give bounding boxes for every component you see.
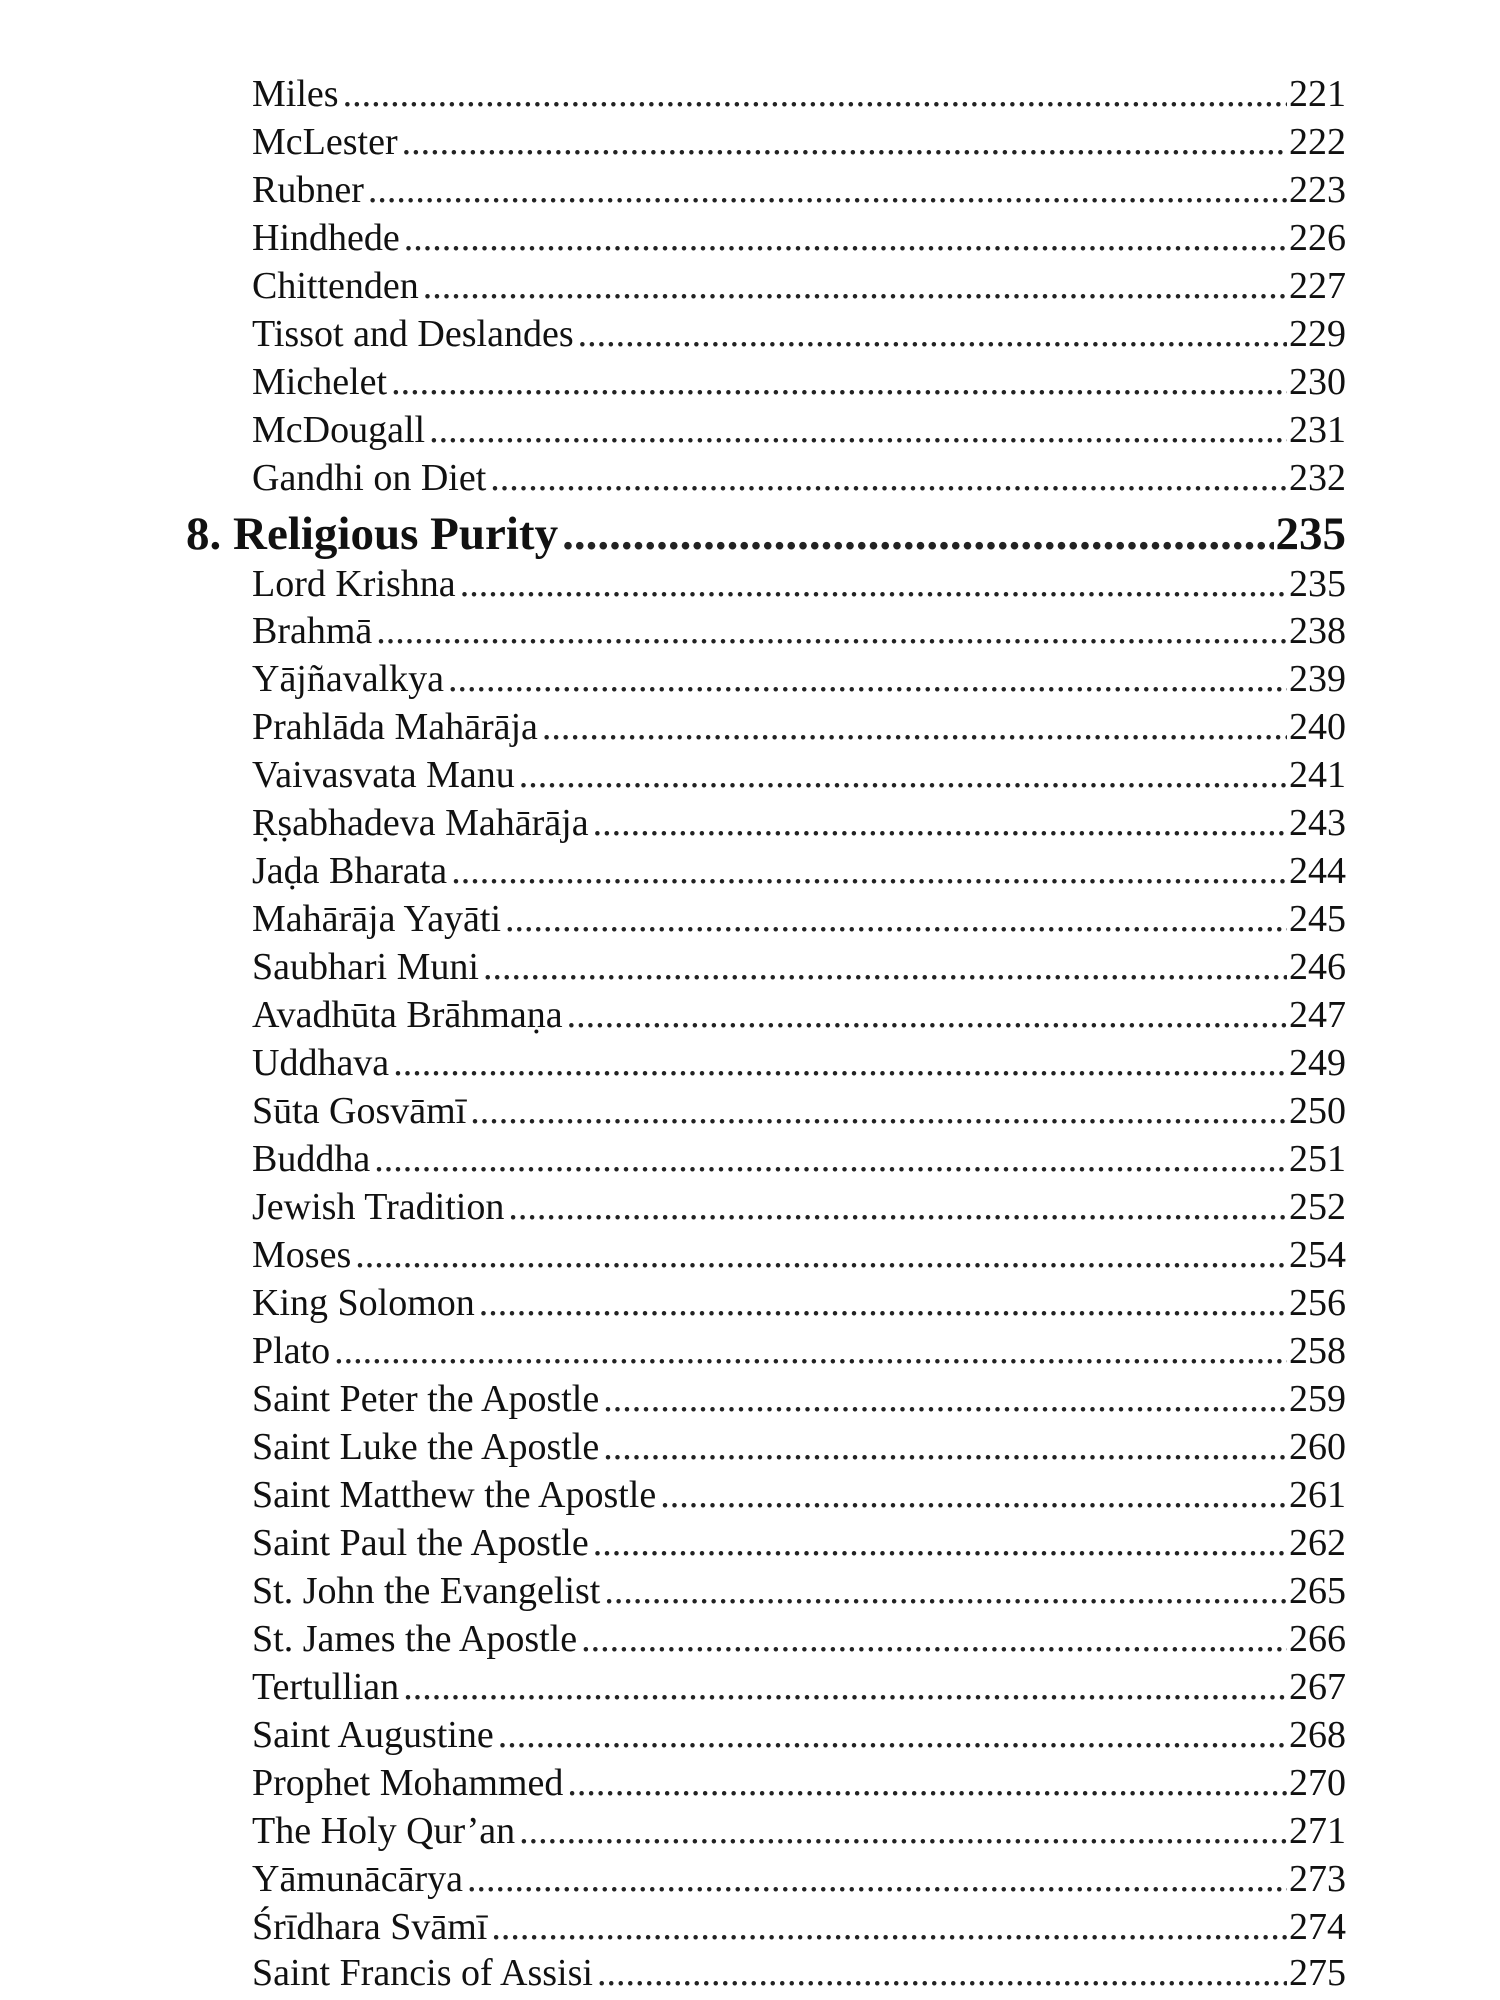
toc-entry-page: 260 bbox=[1289, 1426, 1346, 1468]
dot-leader bbox=[470, 1087, 1287, 1135]
toc-entry-title: McDougall bbox=[252, 409, 426, 451]
toc-entry bbox=[252, 1375, 1346, 1423]
toc-entry-page: 266 bbox=[1289, 1618, 1346, 1660]
toc-entry-page: 262 bbox=[1289, 1522, 1346, 1564]
toc-entry-page: 223 bbox=[1289, 169, 1346, 211]
chapter-page: 235 bbox=[1275, 508, 1346, 560]
toc-entry bbox=[252, 1471, 1346, 1519]
toc-entry-title: Saint Luke the Apostle bbox=[252, 1426, 600, 1468]
toc-entry-page: 250 bbox=[1289, 1090, 1346, 1132]
dot-leader bbox=[542, 703, 1287, 751]
toc-entry bbox=[252, 1759, 1346, 1807]
dot-leader bbox=[519, 1807, 1287, 1855]
toc-entry-title: Uddhava bbox=[252, 1042, 390, 1084]
toc-entry-title: St. James the Apostle bbox=[252, 1618, 578, 1660]
toc-entry-page: 230 bbox=[1289, 361, 1346, 403]
toc-entry-title: Chittenden bbox=[252, 265, 419, 307]
dot-leader bbox=[460, 560, 1287, 608]
toc-entry-title: Prahlāda Mahārāja bbox=[252, 706, 538, 748]
toc-entry-title: Michelet bbox=[252, 361, 388, 403]
toc-entry-title: Jaḍa Bharata bbox=[252, 850, 448, 892]
toc-entry-title: Vaivasvata Manu bbox=[252, 754, 515, 796]
toc-entry bbox=[252, 1183, 1346, 1231]
toc-entry-page: 231 bbox=[1289, 409, 1346, 451]
toc-entry-title: Yāmunācārya bbox=[252, 1858, 463, 1900]
toc-entry-title: Śrīdhara Svāmī bbox=[252, 1906, 488, 1948]
toc-entry-title: Plato bbox=[252, 1330, 331, 1372]
dot-leader bbox=[402, 118, 1287, 166]
toc-entry bbox=[252, 118, 1346, 166]
toc-entry-title: Jewish Tradition bbox=[252, 1186, 505, 1228]
dot-leader bbox=[498, 1711, 1287, 1759]
toc-entry-title: Brahmā bbox=[252, 610, 373, 652]
dot-leader bbox=[334, 1327, 1287, 1375]
toc-entry-title: The Holy Qur’an bbox=[252, 1810, 516, 1852]
toc-entry-page: 238 bbox=[1289, 610, 1346, 652]
toc-entry-title: Prophet Mohammed bbox=[252, 1762, 564, 1804]
toc-entry-page: 258 bbox=[1289, 1330, 1346, 1372]
dot-leader bbox=[404, 214, 1287, 262]
toc-entry bbox=[252, 895, 1346, 943]
toc-entry bbox=[252, 1423, 1346, 1471]
toc-entry-page: 251 bbox=[1289, 1138, 1346, 1180]
dot-leader bbox=[391, 358, 1287, 406]
dot-leader bbox=[505, 895, 1287, 943]
chapter-title: 8. Religious Purity bbox=[186, 508, 559, 560]
toc-entry bbox=[252, 406, 1346, 454]
toc-entry-page: 229 bbox=[1289, 313, 1346, 355]
toc-entry-page: 239 bbox=[1289, 658, 1346, 700]
toc-entry bbox=[252, 1663, 1346, 1711]
dot-leader bbox=[519, 751, 1287, 799]
dot-leader bbox=[578, 310, 1287, 358]
toc-entry bbox=[252, 1039, 1346, 1087]
toc-entry bbox=[252, 751, 1346, 799]
toc-entry-page: 247 bbox=[1289, 994, 1346, 1036]
toc-entry-title: St. John the Evangelist bbox=[252, 1570, 601, 1612]
toc-entry-title: Saint Matthew the Apostle bbox=[252, 1474, 657, 1516]
toc-entry-page: 256 bbox=[1289, 1282, 1346, 1324]
dot-leader bbox=[567, 991, 1287, 1039]
toc-entry-page: 249 bbox=[1289, 1042, 1346, 1084]
toc-entry-title: Tissot and Deslandes bbox=[252, 313, 574, 355]
toc-entry-page: 261 bbox=[1289, 1474, 1346, 1516]
toc-entry-title: Yājñavalkya bbox=[252, 658, 445, 700]
toc-entry-title: Saint Augustine bbox=[252, 1714, 494, 1756]
toc-entry bbox=[252, 1327, 1346, 1375]
toc-entry bbox=[252, 214, 1346, 262]
toc-entry bbox=[252, 1087, 1346, 1135]
toc-entry-page: 222 bbox=[1289, 121, 1346, 163]
toc-entry-page: 241 bbox=[1289, 754, 1346, 796]
toc-entry bbox=[252, 1567, 1346, 1615]
toc-entry-page: 267 bbox=[1289, 1666, 1346, 1708]
toc-entry-page: 243 bbox=[1289, 802, 1346, 844]
dot-leader bbox=[355, 1231, 1287, 1279]
toc-entry-title: Lord Krishna bbox=[252, 563, 456, 605]
chapter-heading bbox=[186, 505, 1346, 563]
toc-entry bbox=[252, 655, 1346, 703]
toc-entry bbox=[252, 358, 1346, 406]
toc-entry bbox=[252, 262, 1346, 310]
toc-entry-page: 221 bbox=[1289, 73, 1346, 115]
toc-entry bbox=[252, 1279, 1346, 1327]
toc-entry bbox=[252, 166, 1346, 214]
dot-leader bbox=[604, 1567, 1287, 1615]
toc-entry-page: 265 bbox=[1289, 1570, 1346, 1612]
toc-entry-title: Miles bbox=[252, 73, 339, 115]
dot-leader bbox=[593, 799, 1287, 847]
toc-entry-title: Saint Paul the Apostle bbox=[252, 1522, 589, 1564]
dot-leader bbox=[581, 1615, 1287, 1663]
toc-entry-page: 232 bbox=[1289, 457, 1346, 499]
toc-entry bbox=[252, 943, 1346, 991]
dot-leader bbox=[490, 454, 1287, 502]
toc-entry-title: Rubner bbox=[252, 169, 364, 211]
toc-entry-title: Ṛṣabhadeva Mahārāja bbox=[252, 802, 589, 844]
dot-leader bbox=[660, 1471, 1287, 1519]
toc-entry-title: Gandhi on Diet bbox=[252, 457, 487, 499]
toc-entry bbox=[252, 703, 1346, 751]
dot-leader bbox=[603, 1375, 1287, 1423]
toc-entry-title: Saint Francis of Assisi bbox=[252, 1952, 593, 1994]
dot-leader bbox=[448, 655, 1287, 703]
dot-leader bbox=[423, 262, 1287, 310]
toc-entry-title: Buddha bbox=[252, 1138, 371, 1180]
toc-entry-page: 274 bbox=[1289, 1906, 1346, 1948]
dot-leader bbox=[562, 505, 1273, 563]
toc-entry bbox=[252, 1807, 1346, 1855]
dot-leader bbox=[508, 1183, 1287, 1231]
toc-entry bbox=[252, 1711, 1346, 1759]
toc-entry-page: 244 bbox=[1289, 850, 1346, 892]
toc-entry-title: Tertullian bbox=[252, 1666, 400, 1708]
toc-entry-page: 270 bbox=[1289, 1762, 1346, 1804]
toc-entry-page: 235 bbox=[1289, 563, 1346, 605]
toc-entry-title: Mahārāja Yayāti bbox=[252, 898, 502, 940]
toc-entry bbox=[252, 991, 1346, 1039]
toc-entry-page: 268 bbox=[1289, 1714, 1346, 1756]
toc-entry-title: McLester bbox=[252, 121, 398, 163]
dot-leader bbox=[567, 1759, 1287, 1807]
toc-entry-page: 240 bbox=[1289, 706, 1346, 748]
toc-entry bbox=[252, 1855, 1346, 1903]
toc-entry bbox=[252, 1519, 1346, 1567]
dot-leader bbox=[483, 943, 1287, 991]
dot-leader bbox=[343, 70, 1287, 118]
toc-entry-page: 226 bbox=[1289, 217, 1346, 259]
dot-leader bbox=[467, 1855, 1287, 1903]
toc-entry-title: Saubhari Muni bbox=[252, 946, 479, 988]
dot-leader bbox=[393, 1039, 1287, 1087]
toc-entry-page: 246 bbox=[1289, 946, 1346, 988]
dot-leader bbox=[403, 1663, 1287, 1711]
toc-entry bbox=[252, 1135, 1346, 1183]
toc-entry-title: Sūta Gosvāmī bbox=[252, 1090, 467, 1132]
dot-leader bbox=[593, 1519, 1287, 1567]
toc-entry-page: 245 bbox=[1289, 898, 1346, 940]
toc-entry bbox=[252, 454, 1346, 502]
toc-entry bbox=[252, 847, 1346, 895]
toc-entry bbox=[252, 70, 1346, 118]
toc-entry bbox=[252, 799, 1346, 847]
toc-entry-title: Saint Peter the Apostle bbox=[252, 1378, 600, 1420]
dot-leader bbox=[479, 1279, 1287, 1327]
dot-leader bbox=[597, 1949, 1287, 1997]
toc-entry-title: Moses bbox=[252, 1234, 352, 1276]
dot-leader bbox=[374, 1135, 1287, 1183]
toc-entry bbox=[252, 1949, 1346, 1997]
dot-leader bbox=[491, 1903, 1287, 1951]
dot-leader bbox=[376, 607, 1287, 655]
toc-entry-title: Hindhede bbox=[252, 217, 400, 259]
dot-leader bbox=[603, 1423, 1287, 1471]
dot-leader bbox=[429, 406, 1287, 454]
toc-entry-page: 254 bbox=[1289, 1234, 1346, 1276]
toc-entry-title: King Solomon bbox=[252, 1282, 475, 1324]
toc-entry bbox=[252, 1231, 1346, 1279]
toc-entry-page: 259 bbox=[1289, 1378, 1346, 1420]
toc-entry bbox=[252, 1615, 1346, 1663]
toc-entry-page: 227 bbox=[1289, 265, 1346, 307]
toc-entry-page: 252 bbox=[1289, 1186, 1346, 1228]
toc-entry-page: 271 bbox=[1289, 1810, 1346, 1852]
toc-entry-title: Avadhūta Brāhmaṇa bbox=[252, 994, 563, 1036]
dot-leader bbox=[368, 166, 1287, 214]
dot-leader bbox=[451, 847, 1287, 895]
toc-entry-page: 273 bbox=[1289, 1858, 1346, 1900]
toc-entry-page: 275 bbox=[1289, 1952, 1346, 1994]
toc-entry bbox=[252, 607, 1346, 655]
toc-entry bbox=[252, 1903, 1346, 1951]
toc-entry bbox=[252, 560, 1346, 608]
toc-entry bbox=[252, 310, 1346, 358]
